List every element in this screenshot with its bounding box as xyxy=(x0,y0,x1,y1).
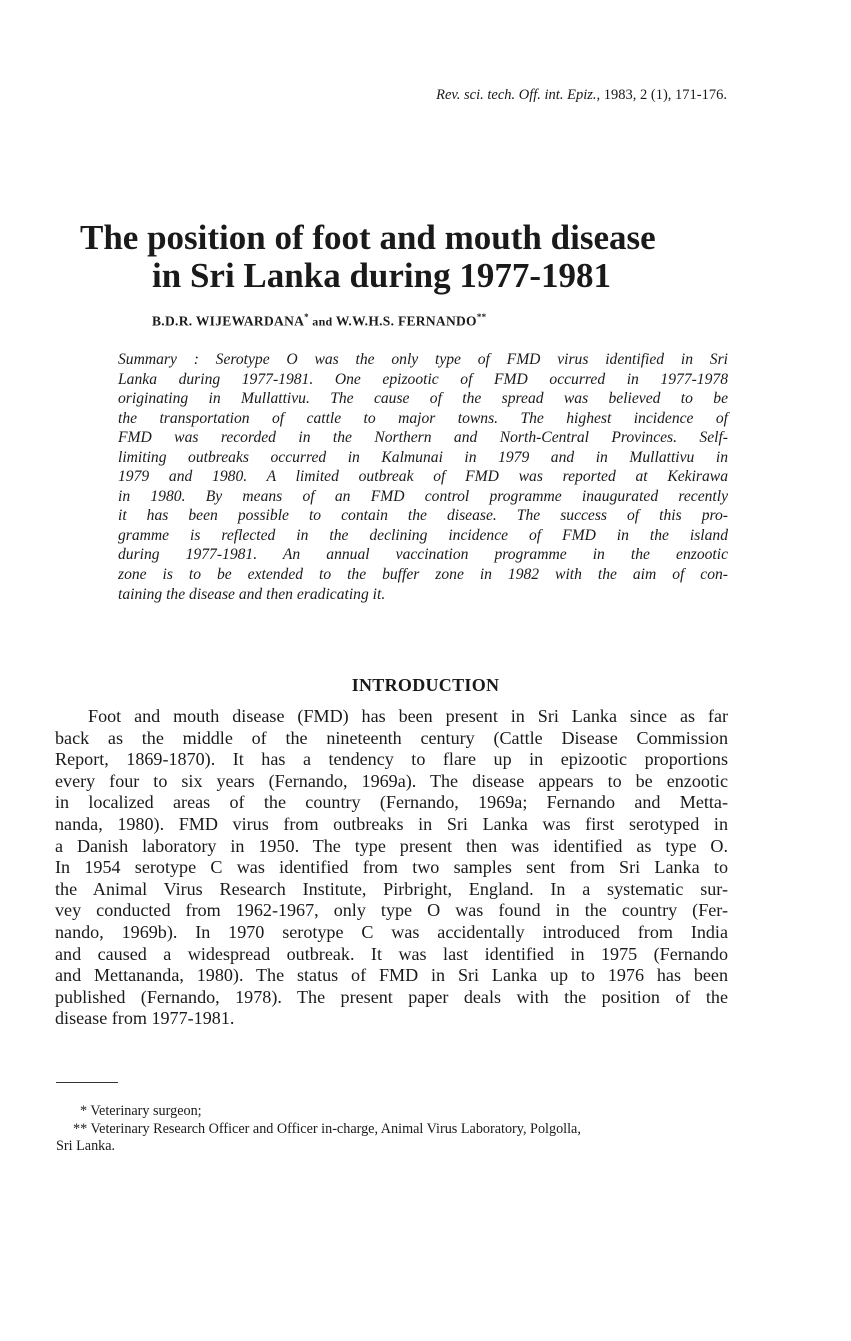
footnote-2-cont: Sri Lanka. xyxy=(56,1138,116,1155)
text-line: a Danish laboratory in 1950. The type present then was identified as type O. xyxy=(55,835,728,856)
text-line: Summary : Serotype O was the only type of FMD virus identified in Sri xyxy=(118,351,728,368)
text-line: and Mettananda, 1980). The status of FMD in Sri Lanka up to 1976 has been xyxy=(55,965,728,986)
text-line: it has been possible to contain the disease. The success of this pro- xyxy=(118,507,728,525)
text-line: nanda, 1980). FMD virus from outbreaks in Sri Lanka was first serotyped in xyxy=(55,813,728,834)
summary xyxy=(118,350,728,604)
text-line: in 1980. By means of an FMD control programme inaugurated recently xyxy=(118,487,728,505)
title-line-1: The position of foot and mouth disease xyxy=(80,218,656,257)
author-1: B.D.R. WIJEWARDANA xyxy=(152,313,305,329)
text-line: the transportation of cattle to major towns. The highest incidence of xyxy=(118,409,728,427)
text-line: taining the disease and then eradicating it. xyxy=(118,585,386,603)
introduction-body xyxy=(55,706,728,1030)
journal-name: Rev. sci. tech. Off. int. Epiz., xyxy=(436,87,601,103)
text-line: the Animal Virus Research Institute, Pirbright, England. In a systematic sur- xyxy=(55,878,728,899)
footnote-2: ** Veterinary Research Officer and Officer in-charge, Animal Virus Laboratory, Polgolla, xyxy=(73,1120,581,1137)
section-heading-introduction: INTRODUCTION xyxy=(351,675,500,695)
journal-volume: 1983, 2 (1), 171-176. xyxy=(600,87,727,103)
text-line: published (Fernando, 1978). The present paper deals with the position of the xyxy=(55,986,728,1007)
text-line: during 1977-1981. An annual vaccination programme in the enzootic xyxy=(118,546,728,564)
footnote-1: * Veterinary surgeon; xyxy=(80,1103,202,1119)
text-line: originating in Mullattivu. The cause of the spread was believed to be xyxy=(118,390,728,408)
text-line: zone is to be extended to the buffer zone in 1982 with the aim of con- xyxy=(118,566,728,584)
text-line: disease from 1977-1981. xyxy=(55,1008,235,1029)
text-line: FMD was recorded in the Northern and North-Central Provinces. Self- xyxy=(118,429,728,447)
text-line: back as the middle of the nineteenth century (Cattle Disease Commission xyxy=(55,727,728,748)
text-line: In 1954 serotype C was identified from two samples sent from Sri Lanka to xyxy=(55,857,728,878)
text-line: in localized areas of the country (Fernando, 1969a; Fernando and Metta- xyxy=(55,792,728,813)
text-line: gramme is reflected in the declining incidence of FMD in the island xyxy=(118,526,728,544)
journal-citation xyxy=(436,87,727,104)
text-line: nando, 1969b). In 1970 serotype C was accidentally introduced from India xyxy=(55,921,728,942)
authors xyxy=(152,312,486,330)
text-line: Lanka during 1977-1981. One epizootic of FMD occurred in 1977-1978 xyxy=(118,370,728,388)
author-1-mark: * xyxy=(304,312,309,322)
text-line: Foot and mouth disease (FMD) has been present in Sri Lanka since as far xyxy=(88,706,728,726)
footnotes xyxy=(56,1103,729,1156)
text-line: every four to six years (Fernando, 1969a). The disease appears to be enzootic xyxy=(55,770,728,791)
authors-and: and xyxy=(308,314,336,329)
text-line: limiting outbreaks occurred in Kalmunai in 1979 and in Mullattivu in xyxy=(118,448,728,466)
text-line: Report, 1869-1870). It has a tendency to flare up in epizootic proportions xyxy=(55,749,728,770)
title-line-2: in Sri Lanka during 1977-1981 xyxy=(152,256,611,295)
author-2-mark: ** xyxy=(476,312,487,322)
text-line: vey conducted from 1962-1967, only type O was found in the country (Fer- xyxy=(55,900,728,921)
author-2: W.W.H.S. FERNANDO xyxy=(335,313,477,329)
footnote-rule xyxy=(56,1082,118,1083)
text-line: and caused a widespread outbreak. It was last identified in 1975 (Fernando xyxy=(55,943,728,964)
text-line: 1979 and 1980. A limited outbreak of FMD was reported at Kekirawa xyxy=(118,468,728,486)
